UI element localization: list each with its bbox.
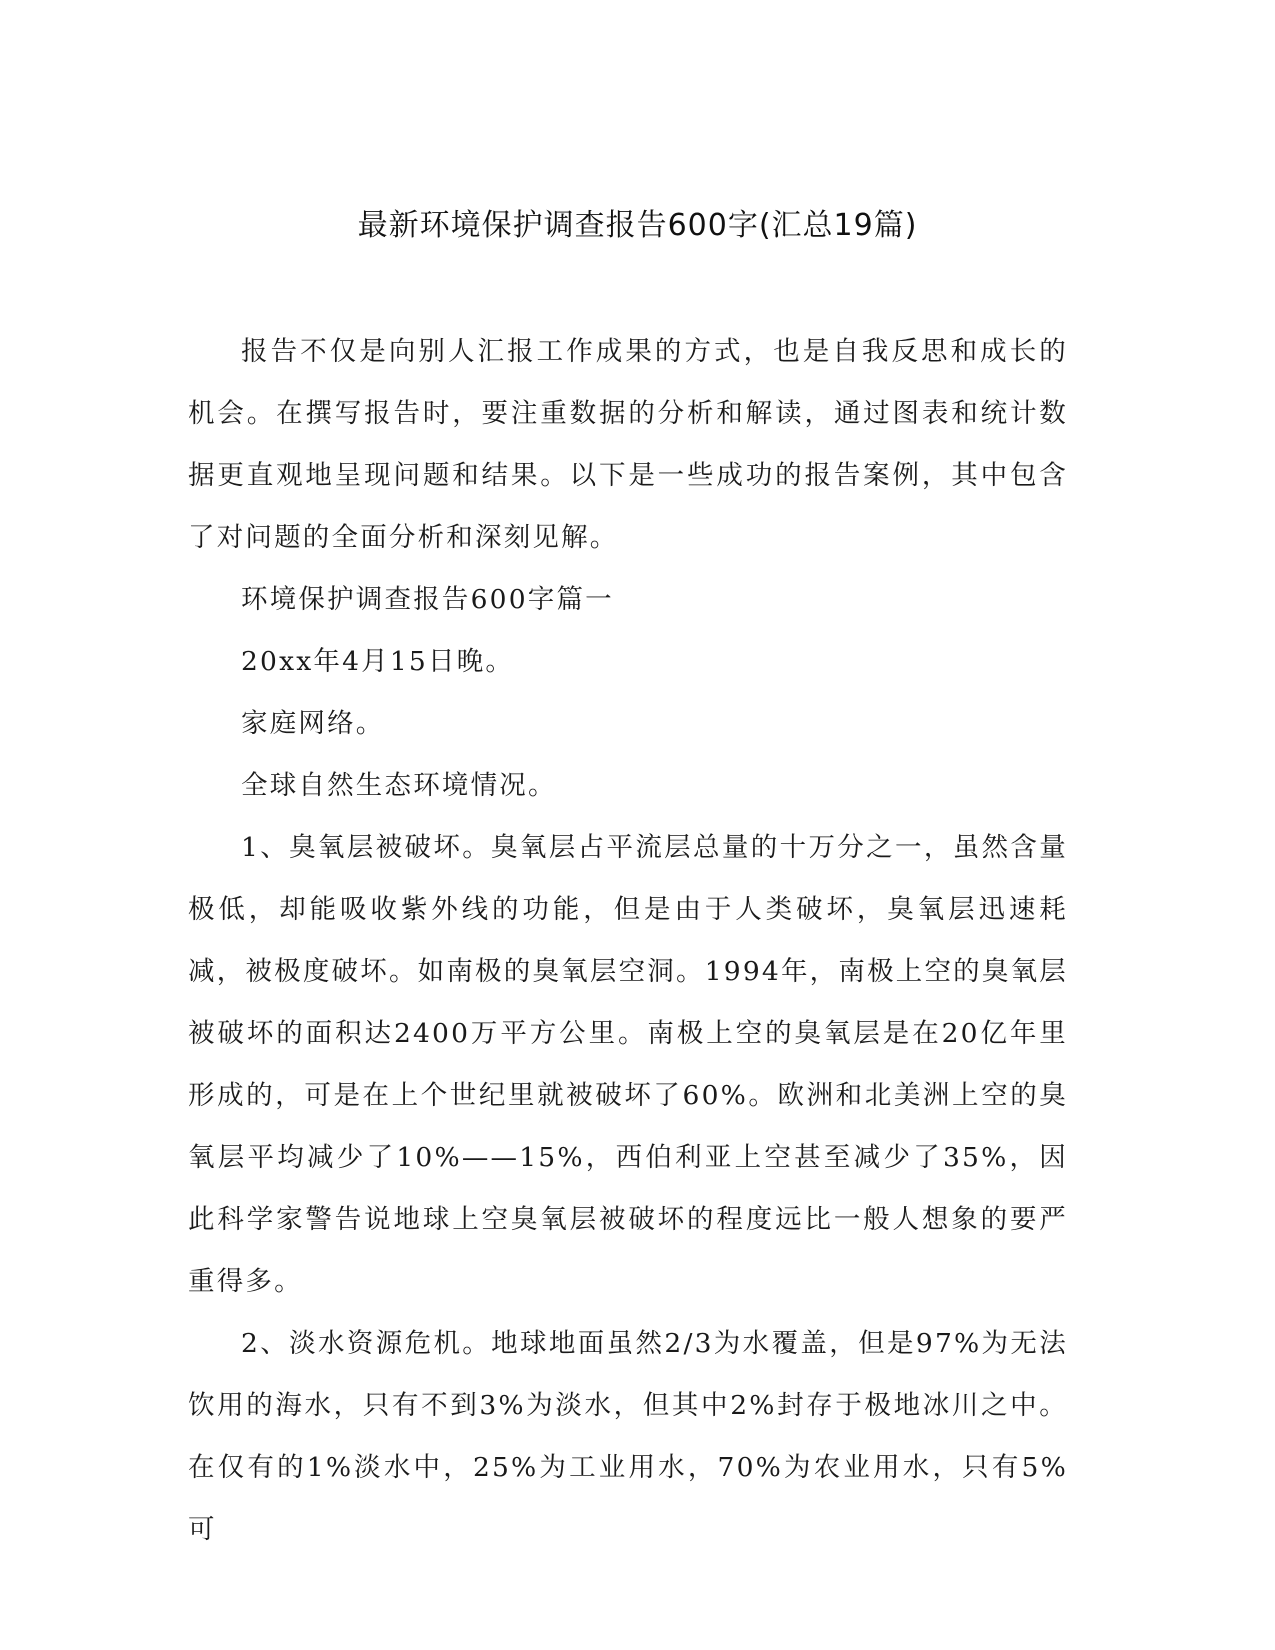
paragraph-date: 20xx年4月15日晚。 (241, 646, 515, 677)
paragraph-ozone: 1、臭氧层被破坏。臭氧层占平流层总量的十万分之一，虽然含量极低，却能吸收紫外线的功能，但是由于人类破坏，臭氧层迅速耗减，被极度破坏。如南极的臭氧层空洞。1994年，南极上空的臭氧层被破坏的面积达2400万平方公里。南极上空的臭氧层是在20亿年里形成的，可是在上个世纪里就被破坏了60%。欧洲和北美洲上空的臭氧层平均减少了10%——15%，西伯利亚上空甚至减少了35%，因此科学家警告说地球上空臭氧层被破坏的程度远比一般人想象的要严重得多。 (188, 832, 1068, 1297)
document-title: 最新环境保护调查报告600字(汇总19篇) (357, 208, 918, 243)
paragraph-freshwater: 2、淡水资源危机。地球地面虽然2/3为水覆盖，但是97%为无法饮用的海水，只有不到3%为淡水，但其中2%封存于极地冰川之中。在仅有的1%淡水中，25%为工业用水，70%为农业用水，只有5%可 (188, 1328, 1068, 1545)
paragraph-location: 家庭网络。 (241, 708, 385, 739)
paragraph-topic: 全球自然生态环境情况。 (241, 770, 557, 801)
paragraph-intro: 报告不仅是向别人汇报工作成果的方式，也是自我反思和成长的机会。在撰写报告时，要注重数据的分析和解读，通过图表和统计数据更直观地呈现问题和结果。以下是一些成功的报告案例，其中包含了对问题的全面分析和深刻见解。 (188, 336, 1068, 553)
document-body (188, 321, 1068, 1561)
paragraph-section-heading: 环境保护调查报告600字篇一 (241, 584, 614, 615)
